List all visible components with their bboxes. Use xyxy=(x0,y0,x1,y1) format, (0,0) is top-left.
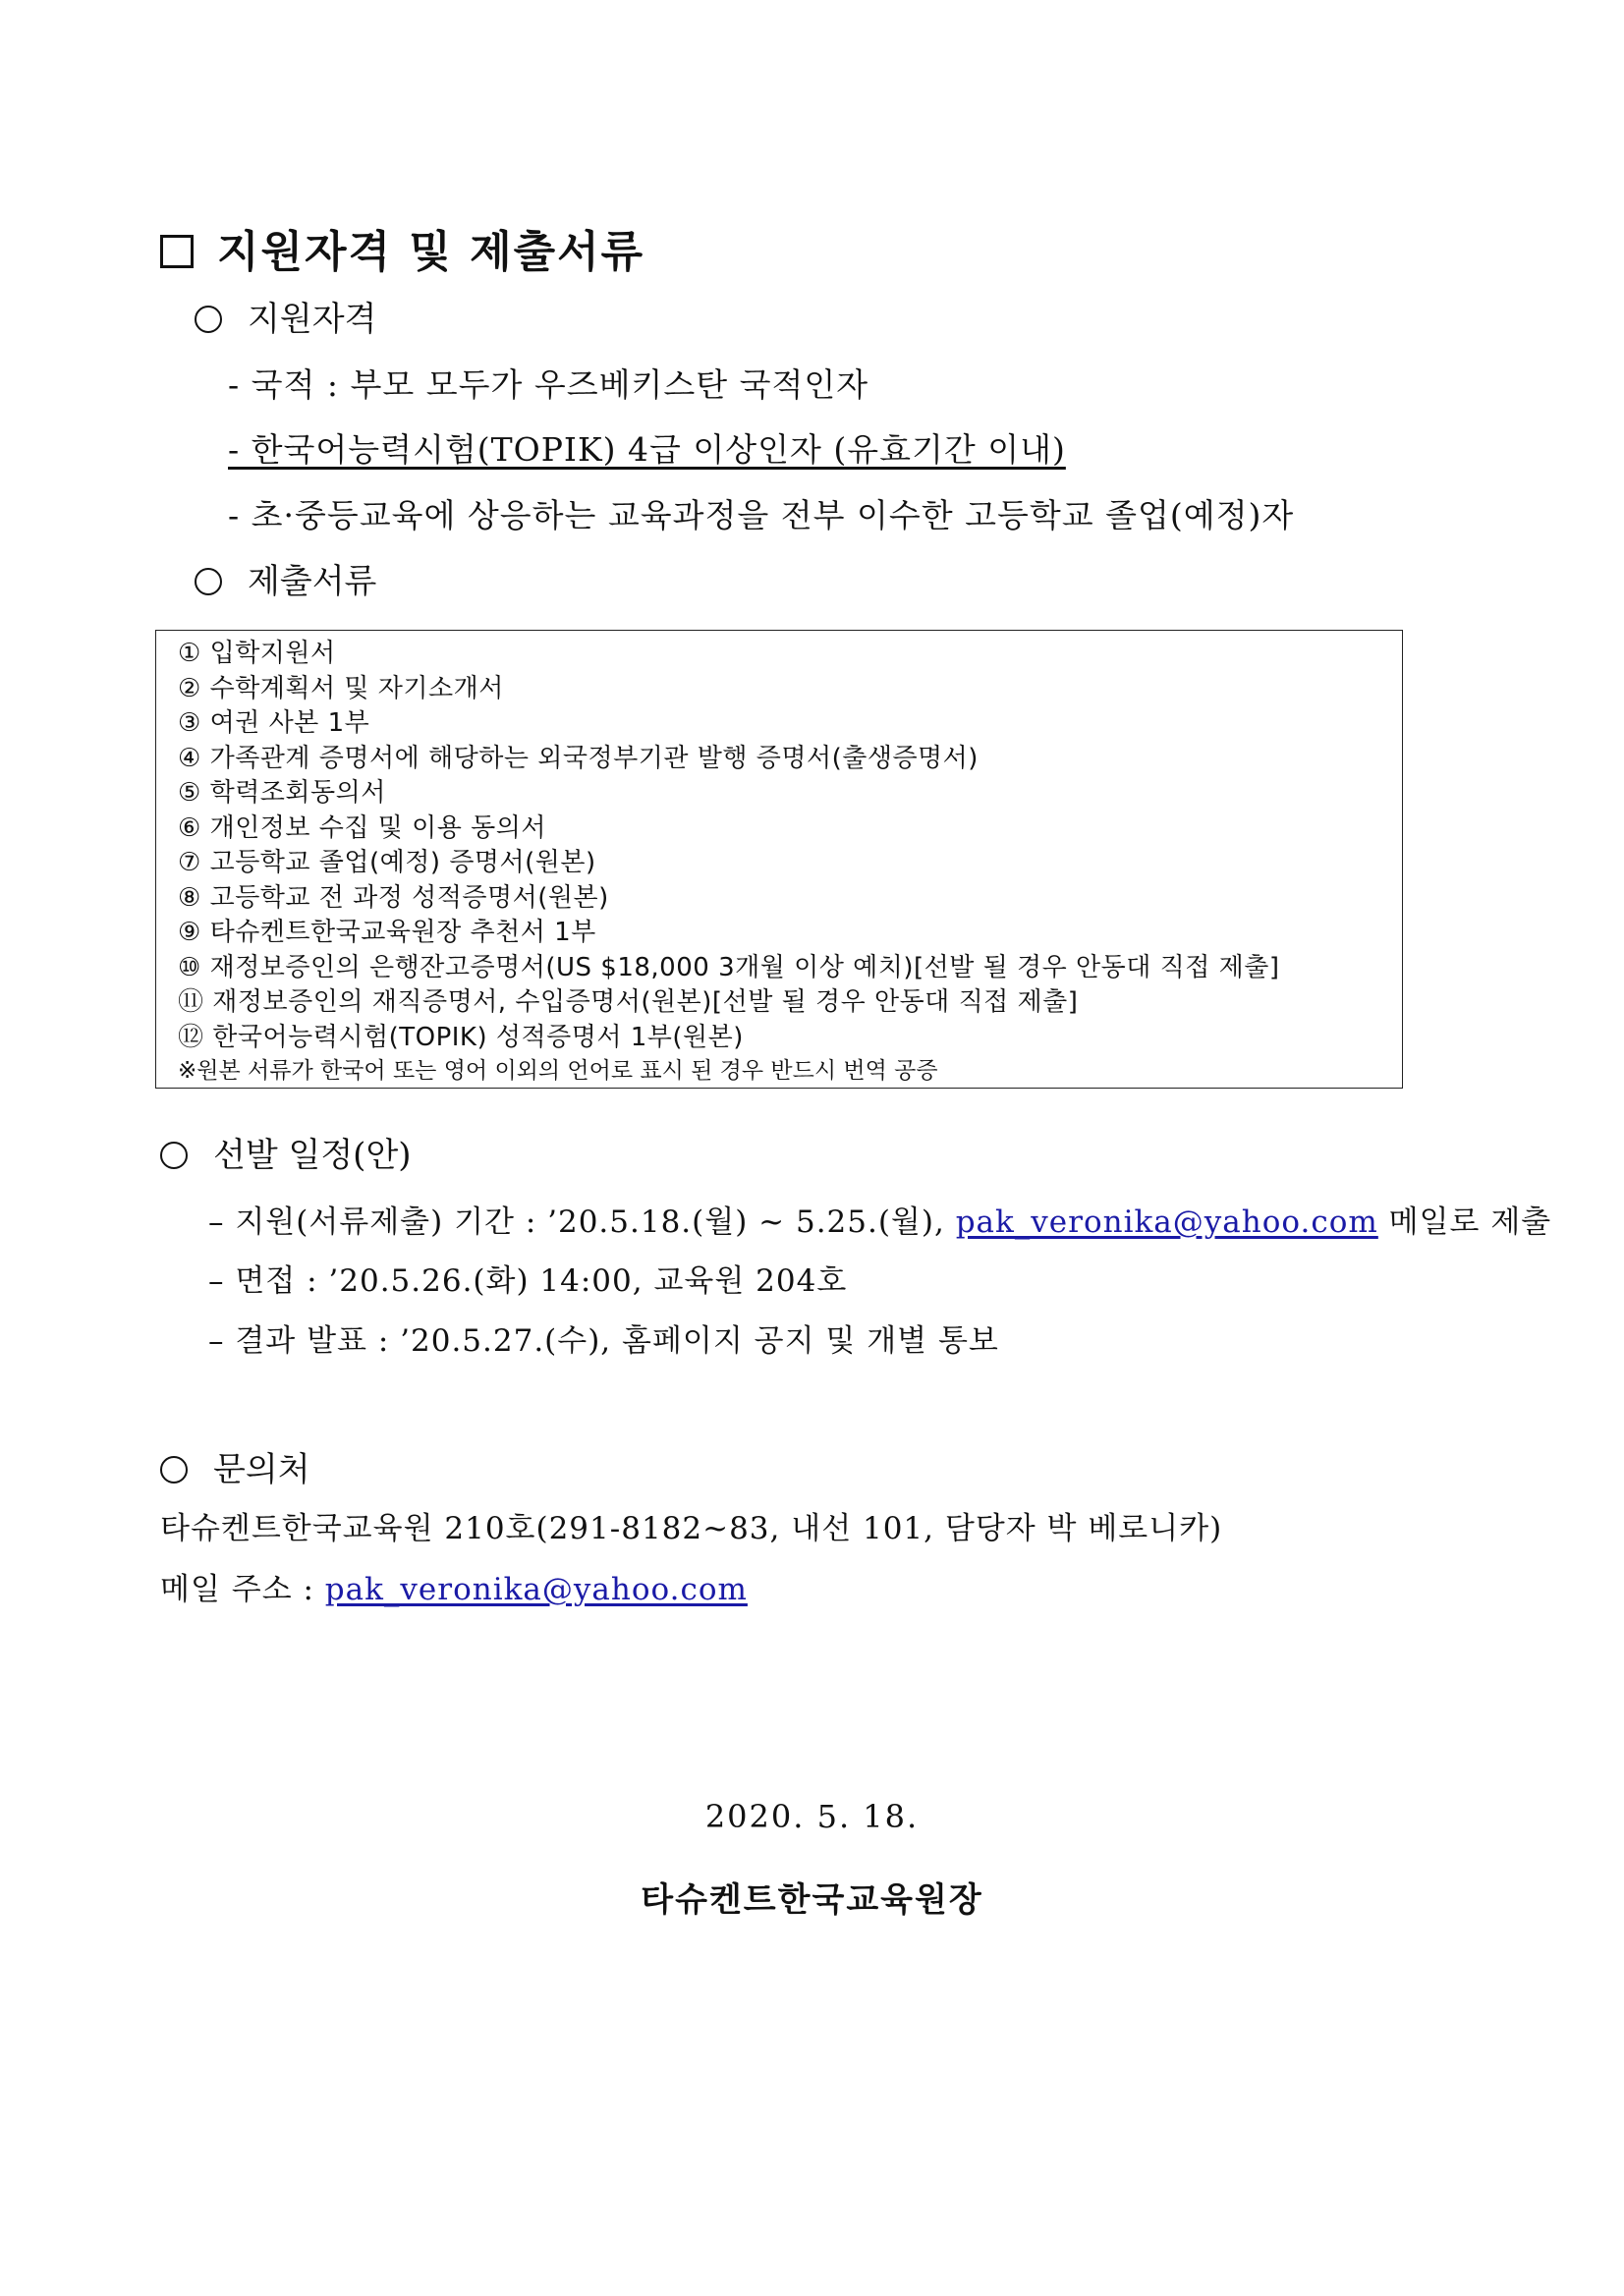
document-item: ⑥ 개인정보 수집 및 이용 동의서 xyxy=(178,812,547,843)
circle-bullet-icon xyxy=(160,1142,188,1169)
heading-text: 지원자격 및 제출서류 xyxy=(217,227,645,277)
circle-bullet-icon xyxy=(195,306,222,333)
schedule-result: – 결과 발표 : ’20.5.27.(수), 홈페이지 공지 및 개별 통보 xyxy=(208,1323,999,1359)
document-item: ② 수학계획서 및 자기소개서 xyxy=(178,673,504,703)
schedule-interview: – 면접 : ’20.5.26.(화) 14:00, 교육원 204호 xyxy=(208,1263,848,1299)
circle-bullet-icon xyxy=(160,1456,188,1484)
document-item: ③ 여권 사본 1부 xyxy=(178,708,370,738)
qualification-item-2 xyxy=(228,424,1066,471)
document-item: ⑦ 고등학교 졸업(예정) 증명서(원본) xyxy=(178,848,596,877)
schedule-apply-period: – 지원(서류제출) 기간 : ’20.5.18.(월) ~ 5.25.(월), pak_veronika@yahoo.com 메일로 제출 xyxy=(208,1204,1552,1240)
issue-date: 2020. 5. 18. xyxy=(704,1798,920,1835)
contact-info: 타슈켄트한국교육원 210호(291-8182~83, 내선 101, 담당자 박 베로니카) xyxy=(160,1511,1223,1546)
issuer-name: 타슈켄트한국교육원장 xyxy=(641,1880,983,1920)
document-item: ⑪ 재정보증인의 재직증명서, 수입증명서(원본)[선발 될 경우 안동대 직접 제출] xyxy=(178,987,1079,1017)
qualification-item-3: - 초·중등교육에 상응하는 교육과정을 전부 이수한 고등학교 졸업(예정)자 xyxy=(228,496,1295,534)
documents-list-box xyxy=(155,630,1403,1089)
document-item: ⑤ 학력조회동의서 xyxy=(178,778,386,808)
document-item: ④ 가족관계 증명서에 해당하는 외국정부기관 발행 증명서(출생증명서) xyxy=(178,743,979,773)
contact-title: 문의처 xyxy=(160,1442,310,1490)
documents-title: 제출서류 xyxy=(195,554,376,602)
contact-email: 메일 주소 : pak_veronika@yahoo.com xyxy=(160,1572,748,1607)
qualification-item-1: - 국적 : 부모 모두가 우즈베키스탄 국적인자 xyxy=(228,365,869,404)
document-item: ① 입학지원서 xyxy=(178,639,336,668)
schedule-title: 선발 일정(안) xyxy=(160,1128,412,1176)
document-item: ⑨ 타슈켄트한국교육원장 추천서 1부 xyxy=(178,918,596,947)
section-heading xyxy=(160,216,644,279)
qualification-title: 지원자격 xyxy=(195,292,376,340)
contact-email-link[interactable]: pak_veronika@yahoo.com xyxy=(324,1572,748,1607)
document-item: ⑧ 고등학교 전 과정 성적증명서(원본) xyxy=(178,882,609,913)
document-item: ⑩ 재정보증인의 은행잔고증명서(US $18,000 3개월 이상 예치)[선발 될 경우 안동대 직접 제출] xyxy=(178,952,1280,982)
circle-bullet-icon xyxy=(195,568,222,595)
documents-note: ※원본 서류가 한국어 또는 영어 이외의 언어로 표시 된 경우 반드시 번역 공증 xyxy=(178,1058,938,1084)
document-item: ⑫ 한국어능력시험(TOPIK) 성적증명서 1부(원본) xyxy=(178,1022,744,1052)
qualification-item-2-text: - 한국어능력시험(TOPIK) 4급 이상인자 (유효기간 이내) xyxy=(228,430,1066,469)
checkbox-square-icon xyxy=(160,235,194,268)
apply-email-link[interactable]: pak_veronika@yahoo.com xyxy=(955,1204,1378,1240)
